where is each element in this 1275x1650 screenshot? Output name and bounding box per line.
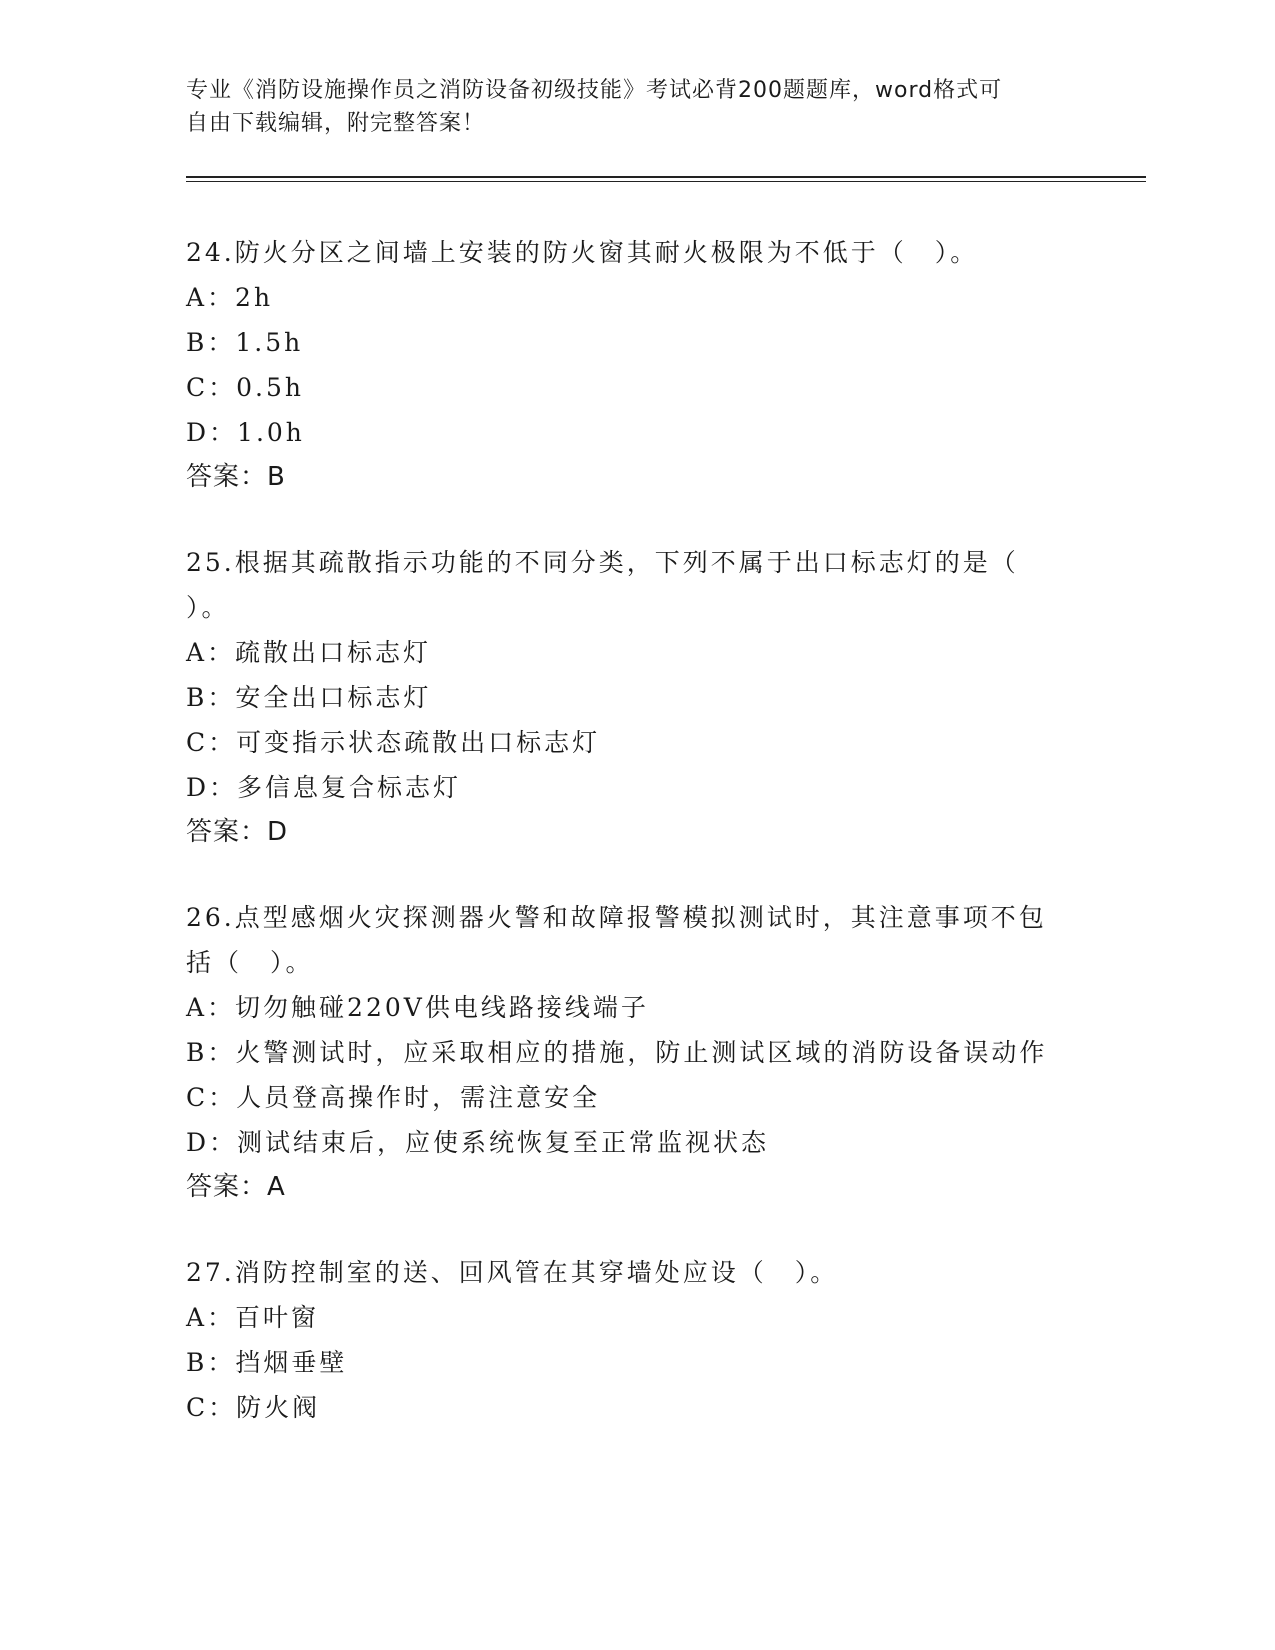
option-a: A：疏散出口标志灯 [186, 638, 432, 667]
header-divider-thin [186, 181, 1146, 182]
option-d: D：1.0h [186, 418, 305, 447]
question-text: 27.消防控制室的送、回风管在其穿墙处应设（ ）。 [186, 1258, 839, 1287]
option-c: C：人员登高操作时，需注意安全 [186, 1083, 601, 1112]
question-text-continued: 括（ ）。 [186, 948, 314, 977]
question-text: 26.点型感烟火灾探测器火警和故障报警模拟测试时，其注意事项不包 [186, 903, 1047, 932]
question-24 [186, 230, 1086, 500]
header-divider [186, 176, 1146, 178]
question-text: 25.根据其疏散指示功能的不同分类，下列不属于出口标志灯的是（ [186, 548, 1019, 577]
option-b: B：火警测试时，应采取相应的措施，防止测试区域的消防设备误动作 [186, 1038, 1048, 1067]
option-c: C：可变指示状态疏散出口标志灯 [186, 728, 601, 757]
question-text: 24.防火分区之间墙上安装的防火窗其耐火极限为不低于（ ）。 [186, 238, 979, 267]
option-b: B：挡烟垂壁 [186, 1348, 348, 1377]
header-line: 自由下载编辑，附完整答案！ [186, 111, 486, 136]
option-c: C：0.5h [186, 373, 304, 402]
option-c: C：防火阀 [186, 1393, 321, 1422]
answer: 答案：D [186, 817, 289, 847]
answer: 答案：B [186, 462, 286, 492]
header-line: 专业《消防设施操作员之消防设备初级技能》考试必背200题题库，word格式可 [186, 78, 1003, 103]
question-27 [186, 1250, 1086, 1430]
option-a: A：切勿触碰220V供电线路接线端子 [186, 993, 649, 1022]
document-header [186, 74, 1086, 140]
question-text-continued: ）。 [186, 593, 230, 622]
answer: 答案：A [186, 1172, 286, 1202]
option-d: D：多信息复合标志灯 [186, 773, 462, 802]
option-a: A：百叶窗 [186, 1303, 320, 1332]
question-26 [186, 895, 1086, 1210]
option-b: B：安全出口标志灯 [186, 683, 432, 712]
question-list [186, 230, 1086, 1470]
option-b: B：1.5h [186, 328, 304, 357]
question-25 [186, 540, 1086, 855]
option-a: A：2h [186, 283, 274, 312]
option-d: D：测试结束后，应使系统恢复至正常监视状态 [186, 1128, 770, 1157]
